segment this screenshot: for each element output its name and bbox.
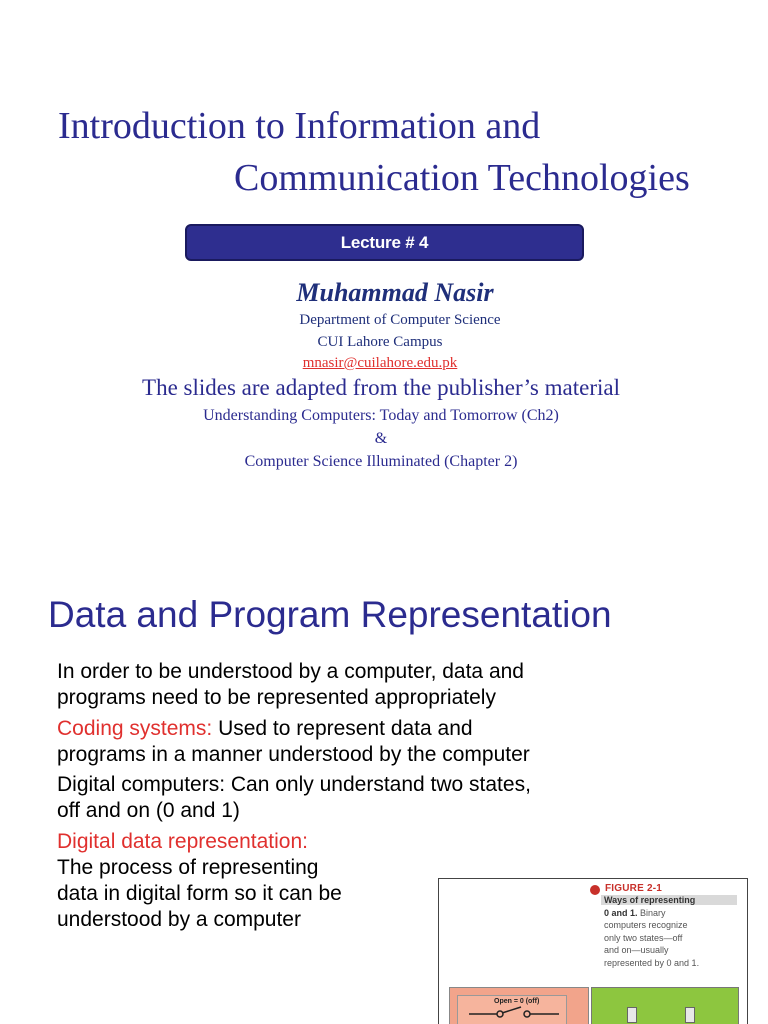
paragraph-2-line-2: programs in a manner understood by the computer	[57, 743, 530, 766]
switch-circuit-icon	[469, 1005, 559, 1019]
paragraph-2-line-1	[57, 716, 473, 742]
paragraph-3-line-2: off and on (0 and 1)	[57, 799, 240, 822]
figure-2-1	[438, 878, 748, 1024]
paragraph-3-line-1: Digital computers: Can only understand two states,	[57, 773, 531, 796]
figure-caption-line-3: computers recognize	[604, 920, 688, 930]
figure-caption-line-4: only two states—off	[604, 932, 683, 943]
book-reference-1: Understanding Computers: Today and Tomorrow (Ch2)	[203, 407, 559, 424]
figure-caption-line-5: and on—usually	[604, 945, 669, 955]
coding-systems-term: Coding systems:	[57, 717, 213, 740]
wall-switch-panel	[591, 987, 739, 1024]
coding-systems-definition: Used to represent data and	[212, 717, 473, 740]
figure-caption-line-6: represented by 0 and 1.	[604, 957, 700, 968]
lecture-banner	[185, 224, 584, 261]
paragraph-1-line-2: programs need to be represented appropriately	[57, 686, 496, 709]
ampersand: &	[374, 430, 388, 447]
book-reference-2: Computer Science Illuminated (Chapter 2)	[244, 453, 518, 470]
figure-caption-line-2: 0 and 1. Binary	[604, 907, 666, 918]
figure-caption-line-1: Ways of representing	[604, 895, 696, 905]
author-name: Muhammad Nasir	[296, 278, 494, 307]
campus: CUI Lahore Campus	[317, 334, 443, 350]
wall-switch-off-icon	[627, 1007, 637, 1023]
wall-switch-on-icon	[685, 1007, 695, 1023]
paragraph-4-line-1: The process of representing	[57, 856, 319, 879]
figure-label: FIGURE 2-1	[605, 883, 663, 894]
figure-caption	[604, 894, 744, 969]
email-link[interactable]: mnasir@cuilahore.edu.pk	[302, 355, 458, 371]
paragraph-4-line-2: data in digital form so it can be	[57, 882, 342, 905]
paragraph-4-line-3: understood by a computer	[57, 908, 301, 931]
title-line-2: Communication Technologies	[234, 157, 690, 199]
title-line-1: Introduction to Information and	[58, 105, 541, 147]
digital-data-term: Digital data representation:	[57, 830, 308, 853]
open-label: Open = 0 (off)	[494, 998, 540, 1005]
figure-marker-icon	[590, 885, 600, 895]
lecture-label: Lecture # 4	[340, 232, 429, 252]
paragraph-1-line-1: In order to be understood by a computer, data and	[57, 660, 524, 683]
slide-heading: Data and Program Representation	[48, 594, 612, 635]
department: Department of Computer Science	[299, 312, 501, 328]
adapted-note: The slides are adapted from the publisher’s material	[142, 375, 620, 400]
